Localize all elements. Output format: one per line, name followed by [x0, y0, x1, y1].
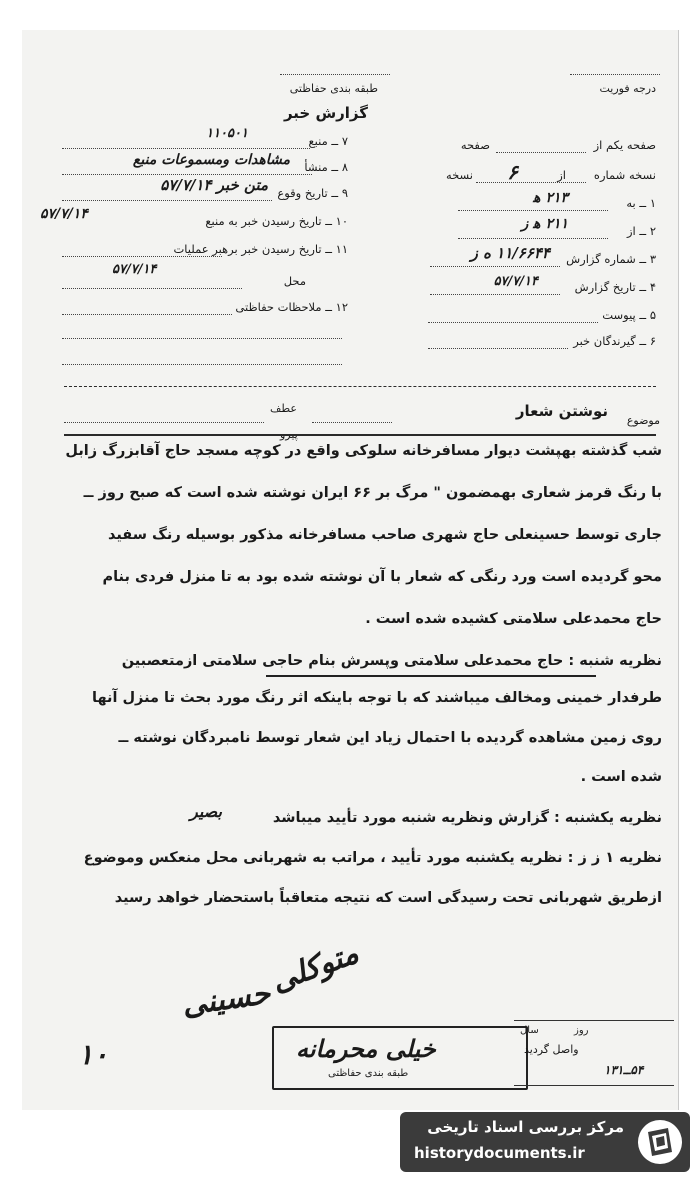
document-page: [22, 30, 679, 1110]
source-label: ۷ ــ منبع: [308, 134, 348, 148]
source-line: [62, 148, 310, 149]
body-line-4: محو گردیده است ورد رنگی که شعار با آن نوشته شده بود به تا منزل فردی بنام: [102, 569, 662, 585]
subject-label: موضوع: [626, 414, 660, 427]
body-line-7: طرفدار خمینی ومخالف میباشند که با توجه باینکه اثر رنگ مورد بحث تا منزل آنها: [92, 690, 662, 706]
peyro-label: پیرو: [280, 428, 298, 441]
subject-rule: [64, 434, 656, 436]
approval-mark: بصیر: [190, 802, 222, 821]
source-received-label: ۱۰ ــ تاریخ رسیدن خبر به منبع: [205, 214, 348, 228]
section-divider: [64, 386, 656, 387]
body-line-6: نظریه شنبه : حاج محمدعلی سلامتی وپسرش بنام حاجی سلامتی ازمتعصبین: [121, 653, 662, 669]
body-line-1: شب گذشته بهپشت دیوار مسافرخانه سلوکی واقع در کوچه مسجد حاج آقابزرگ زابل: [65, 443, 662, 459]
place-line: [62, 288, 242, 289]
source-received-value: ۵۷/۷/۱۴: [40, 206, 88, 222]
origin-label: ۸ ــ منشأ: [304, 160, 348, 174]
priority-line: [570, 74, 660, 75]
report-date-value: ۵۷/۷/۱۴: [493, 274, 538, 289]
body-line-2: با رنگ قرمز شعاری بهمضمون " مرگ بر ۶۶ ایران نوشته شده است که صبح روز ــ: [83, 485, 662, 501]
copy-line: [476, 182, 586, 183]
attachment-line: [428, 322, 598, 323]
atf-label: عطف: [270, 402, 297, 415]
body-line-10: نظریه یکشنبه : گزارش ونظریه شنبه مورد تأیید میباشد: [272, 810, 662, 826]
document-title: گزارش خبر: [283, 104, 368, 122]
subject-line-left: [312, 422, 392, 423]
ops-received-value: ۵۷/۷/۱۴: [112, 262, 157, 277]
signature-1: متوکلی: [266, 935, 364, 1000]
classification-line: [280, 74, 390, 75]
report-no-label: ۳ ــ شماره گزارش: [566, 252, 656, 266]
notes-line-3: [62, 364, 342, 365]
recipients-label: ۶ ــ گیرندگان خبر: [573, 334, 656, 348]
origin-value: مشاهدات ومسموعات منبع: [132, 152, 290, 168]
occurrence-date-line: [62, 200, 272, 201]
body-line-9: شده است .: [580, 769, 662, 785]
notes-line-2: [62, 338, 342, 339]
receipt-number: ۵۴ــ۱۳۱: [604, 1063, 644, 1077]
archive-logo-icon: [636, 1118, 684, 1166]
copy-suffix: نسخه: [445, 168, 473, 182]
copy-value: ۶: [507, 160, 518, 184]
copy-from: از: [557, 168, 566, 182]
receipt-year: سال: [520, 1025, 539, 1036]
occurrence-date-label: ۹ ــ تاریخ وقوع: [277, 186, 348, 200]
notes-line-1: [62, 314, 232, 315]
classification-stamp: [272, 1026, 528, 1090]
receipt-received: واصل گردید: [524, 1043, 579, 1056]
subject-value: نوشتن شعار: [515, 402, 608, 420]
body-line-11: نظریه ۱ ز ز : نظریه یکشنبه مورد تأیید ، مراتب به شهربانی محل منعکس وموضوع: [83, 850, 662, 866]
footer-website: historydocuments.ir: [414, 1144, 585, 1162]
priority-label: درجه فوریت: [599, 82, 656, 95]
classification-label: طبقه بندی حفاظتی: [289, 82, 378, 95]
body-line-3: جاری توسط حسینعلی حاج شهری صاحب مسافرخانه مذکور بوسیله رنگ سفید: [108, 527, 662, 543]
from-value: ۲۱۱ ه‍ ز: [521, 216, 568, 232]
ops-received-label: ۱۱ ــ تاریخ رسیدن خبر برهبر عملیات: [173, 242, 348, 256]
ops-received-line: [62, 256, 222, 257]
atf-line: [64, 422, 264, 423]
recipients-line: [428, 348, 568, 349]
body-line-12: ازطریق شهربانی تحت رسیدگی است که نتیجه متعاقباً باستحضار خواهد رسید: [114, 890, 662, 906]
to-line: [458, 210, 608, 211]
page-label: صفحه یکم از: [593, 138, 656, 152]
from-label: ۲ ــ از: [627, 224, 656, 238]
page-line: [496, 152, 586, 153]
receipt-stamp: [514, 1020, 674, 1086]
footer-watermark: [400, 1112, 690, 1172]
to-label: ۱ ــ به: [626, 196, 656, 210]
place-label: محل: [283, 274, 306, 288]
report-no-line: [430, 266, 560, 267]
report-date-line: [430, 294, 560, 295]
page-suffix: صفحه: [460, 138, 490, 152]
body-line-6-underline: [266, 675, 596, 677]
to-value: ۲۱۳ ه‍: [533, 190, 568, 206]
occurrence-date-value: متن خبر ۵۷/۷/۱۴: [160, 176, 268, 194]
stamp-name-text: خیلی محرمانه: [296, 1034, 436, 1063]
body-line-5: حاج محمدعلی سلامتی کشیده شده است .: [365, 611, 662, 627]
source-value: ۱۱۰۵۰۱: [206, 126, 248, 141]
copy-label: نسخه شماره: [593, 168, 656, 182]
origin-line: [62, 174, 312, 175]
body-line-8: روی زمین مشاهده گردیده با احتمال زیاد این شعار توسط نامبردگان نوشته ــ: [118, 730, 662, 746]
attachment-label: ۵ ــ پیوست: [602, 308, 656, 322]
signature-2: حسینی: [179, 976, 273, 1023]
stamp-caption: طبقه بندی حفاظتی: [328, 1068, 409, 1079]
receipt-day: روز: [574, 1025, 589, 1036]
report-no-value: ۱۱/۶۶۴۴ ه ز: [470, 244, 550, 262]
from-line: [458, 238, 608, 239]
report-date-label: ۴ ــ تاریخ گزارش: [574, 280, 656, 294]
notes-label: ۱۲ ــ ملاحظات حفاظتی: [235, 300, 348, 314]
margin-number: ۱۰: [78, 1038, 109, 1071]
footer-org-name: مرکز بررسی اسناد تاریخی: [427, 1118, 624, 1136]
